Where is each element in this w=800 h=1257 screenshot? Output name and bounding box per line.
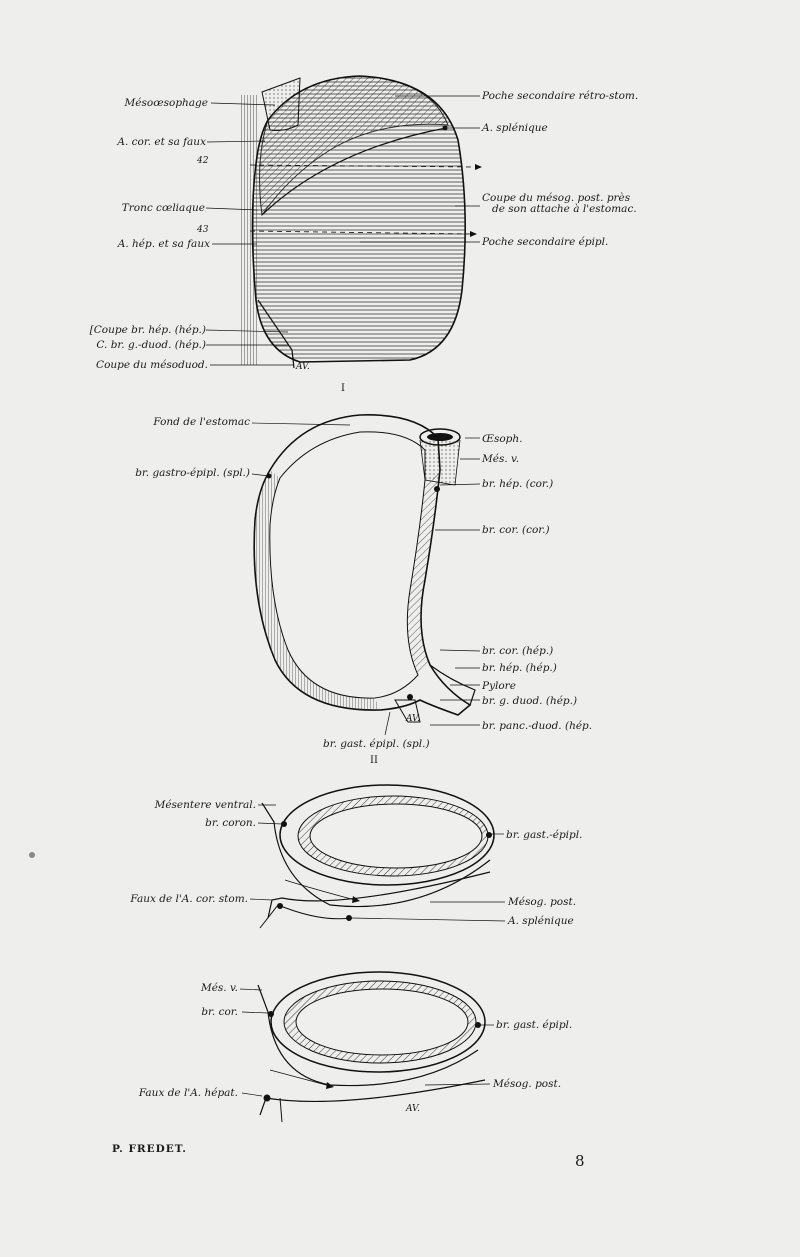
label-coupe-mesoduod: Coupe du mésoduod. (96, 359, 208, 371)
label-mesoesophage: Mésoœsophage (124, 97, 208, 109)
figure-1-stomach-pouch (206, 76, 482, 368)
label-oesoph: Œsoph. (482, 433, 523, 445)
label-br-g-duod: br. g. duod. (hép.) (482, 695, 578, 707)
label-br-gast-epipl-4: br. gast. épipl. (496, 1019, 573, 1031)
label-coupe-mesog-2: de son attache à l'estomac. (492, 203, 637, 215)
label-43: 43 (197, 225, 209, 235)
label-mesog-post-4: Mésog. post. (493, 1078, 562, 1090)
label-tronc: Tronc cœliaque (121, 202, 205, 214)
label-mesog-post-3: Mésog. post. (508, 896, 577, 908)
figure-4-signature: AV. (406, 1104, 420, 1114)
label-a-splenique-3: A. splénique (508, 915, 574, 927)
label-br-cor-cor: br. cor. (cor.) (482, 524, 550, 536)
label-poche-epipl: Poche secondaire épipl. (482, 236, 609, 248)
label-br-cor-4: br. cor. (201, 1006, 238, 1018)
label-42: 42 (197, 156, 209, 166)
page-number: 8 (575, 1152, 585, 1170)
page-smudge (29, 852, 35, 858)
label-faux-a-cor: Faux de l'A. cor. stom. (130, 893, 248, 905)
figure-2-stomach-section (252, 415, 480, 735)
figure-4-cross-section (240, 972, 494, 1122)
label-fond: Fond de l'estomac (153, 416, 250, 428)
label-mes-v: Més. v. (482, 453, 520, 465)
label-mesentere: Mésentere ventral. (154, 799, 256, 811)
label-br-hep-hep: br. hép. (hép.) (482, 662, 557, 674)
label-pylore: Pylore (482, 680, 516, 692)
label-br-hep-cor: br. hép. (cor.) (482, 478, 554, 490)
figure-1-numeral: I (341, 383, 345, 394)
label-a-splenique: A. splénique (482, 122, 548, 134)
label-poche-retro: Poche secondaire rétro-stom. (482, 90, 639, 102)
author-name: P. FREDET. (112, 1143, 187, 1155)
label-br-panc: br. panc.-duod. (hép. (482, 720, 593, 732)
label-br-gast-epipl-3: br. gast.-épipl. (506, 829, 583, 841)
label-br-gast-epipl-spl: br. gast. épipl. (spl.) (323, 738, 430, 750)
label-a-cor: A. cor. et sa faux (117, 136, 206, 148)
figure-3-cross-section (250, 785, 505, 928)
figure-2-numeral: II (370, 755, 378, 766)
label-br-coron: br. coron. (205, 817, 256, 829)
figure-2-signature: AV. (406, 714, 420, 724)
label-coupe-mesog-1: Coupe du mésog. post. près (482, 192, 631, 204)
label-coupe-br-hep: [Coupe br. hép. (hép.) (89, 324, 206, 336)
label-a-hep: A. hép. et sa faux (117, 238, 210, 250)
label-c-br-g-duod: C. br. g.-duod. (hép.) (96, 339, 206, 351)
figure-1-signature: AV. (296, 362, 310, 372)
label-faux-a-hepat: Faux de l'A. hépat. (138, 1087, 238, 1099)
label-mes-v-4: Més. v. (200, 982, 238, 994)
label-br-gastro: br. gastro-épipl. (spl.) (135, 467, 250, 479)
label-br-cor-hep: br. cor. (hép.) (482, 645, 554, 657)
